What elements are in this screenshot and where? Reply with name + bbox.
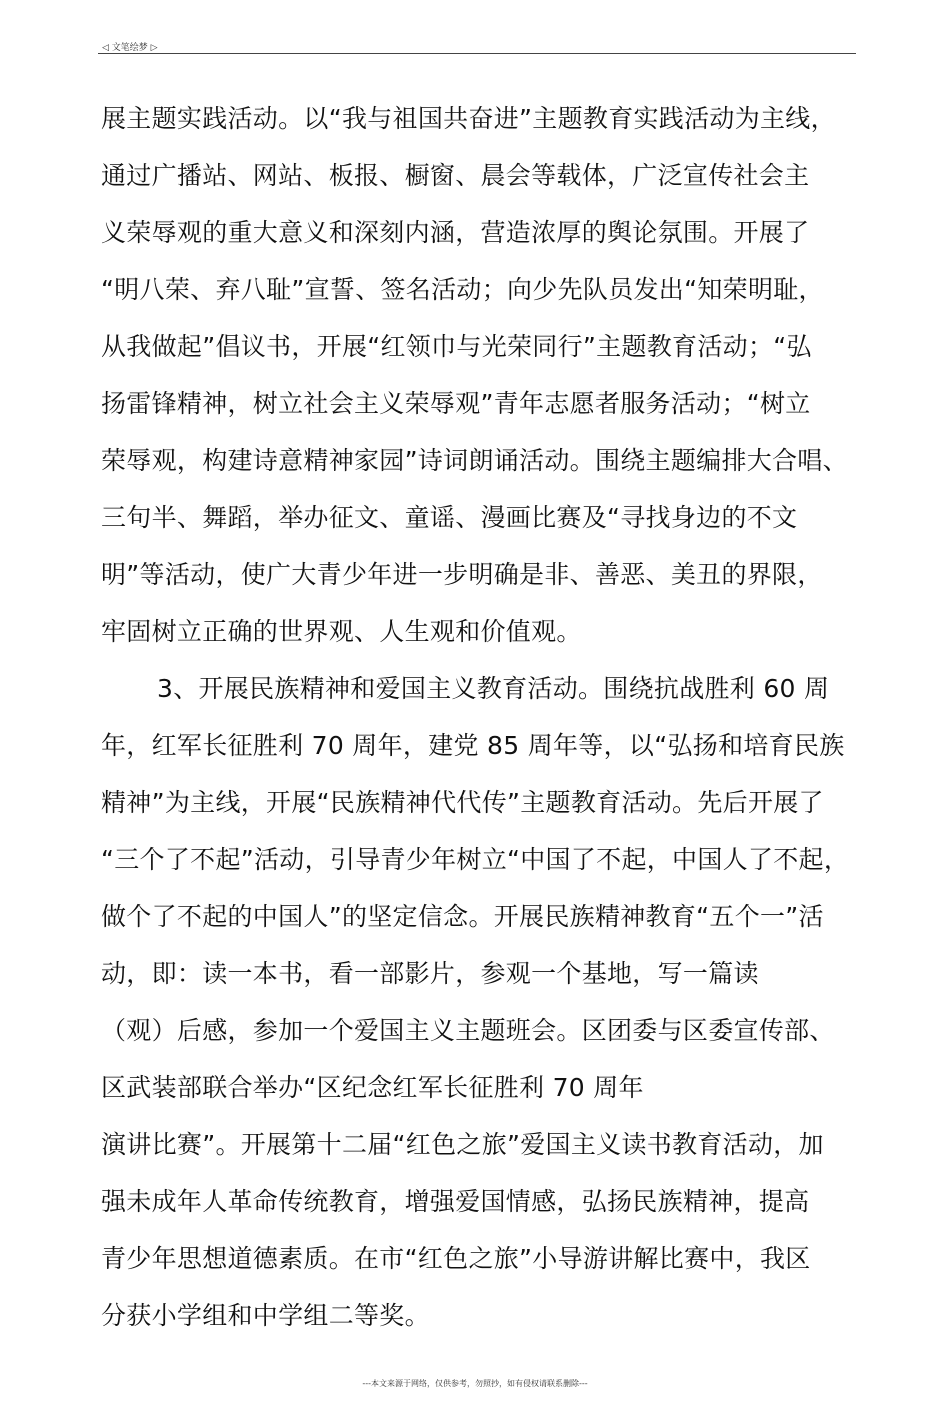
paragraph-start-line: 3、开展民族精神和爱国主义教育活动。围绕抗战胜利 60 周 bbox=[157, 674, 830, 703]
text-line: 动，即：读一本书，看一部影片，参观一个基地，写一篇读 bbox=[101, 959, 759, 988]
text-line: 义荣辱观的重大意义和深刻内涵，营造浓厚的舆论氛围。开展了 bbox=[101, 218, 810, 247]
text-line: （观）后感，参加一个爱国主义主题班会。区团委与区委宣传部、 bbox=[101, 1016, 835, 1045]
text-line: “明八荣、弃八耻”宣誓、签名活动；向少先队员发出“知荣明耻， bbox=[101, 275, 824, 304]
text-line: 演讲比赛”。开展第十二届“红色之旅”爱国主义读书教育活动，加 bbox=[101, 1130, 824, 1159]
header-divider bbox=[98, 53, 856, 54]
page-header: ◁ 文笔绘梦 ▷ bbox=[102, 43, 158, 53]
text-line: 分获小学组和中学组二等奖。 bbox=[101, 1301, 430, 1330]
document-body bbox=[101, 90, 891, 1344]
text-line: 三句半、舞蹈，举办征文、童谣、漫画比赛及“寻找身边的不文 bbox=[101, 503, 798, 532]
text-line: 区武装部联合举办“区纪念红军长征胜利 70 周年 bbox=[101, 1073, 644, 1102]
text-line: 通过广播站、网站、板报、橱窗、晨会等载体，广泛宣传社会主 bbox=[101, 161, 810, 190]
text-line: 明”等活动，使广大青少年进一步明确是非、善恶、美丑的界限， bbox=[101, 560, 823, 589]
text-line: 年，红军长征胜利 70 周年，建党 85 周年等，以“弘扬和培育民族 bbox=[101, 731, 845, 760]
text-line: 精神”为主线，开展“民族精神代代传”主题教育活动。先后开展了 bbox=[101, 788, 824, 817]
text-line: 强未成年人革命传统教育，增强爱国情感，弘扬民族精神，提高 bbox=[101, 1187, 810, 1216]
text-line: 扬雷锋精神，树立社会主义荣辱观”青年志愿者服务活动；“树立 bbox=[101, 389, 811, 418]
text-line: 从我做起”倡议书，开展“红领巾与光荣同行”主题教育活动；“弘 bbox=[101, 332, 812, 361]
text-line: 荣辱观，构建诗意精神家园”诗词朗诵活动。围绕主题编排大合唱、 bbox=[101, 446, 848, 475]
text-line: “三个了不起”活动，引导青少年树立“中国了不起，中国人了不起， bbox=[101, 845, 850, 874]
page-footer: ---本文来源于网络，仅供参考，勿照抄，如有侵权请联系删除--- bbox=[362, 1379, 588, 1388]
text-line: 牢固树立正确的世界观、人生观和价值观。 bbox=[101, 617, 582, 646]
text-line: 青少年思想道德素质。在市“红色之旅”小导游讲解比赛中，我区 bbox=[101, 1244, 811, 1273]
text-line: 做个了不起的中国人”的坚定信念。开展民族精神教育“五个一”活 bbox=[101, 902, 824, 931]
text-line: 展主题实践活动。以“我与祖国共奋进”主题教育实践活动为主线， bbox=[101, 104, 836, 133]
